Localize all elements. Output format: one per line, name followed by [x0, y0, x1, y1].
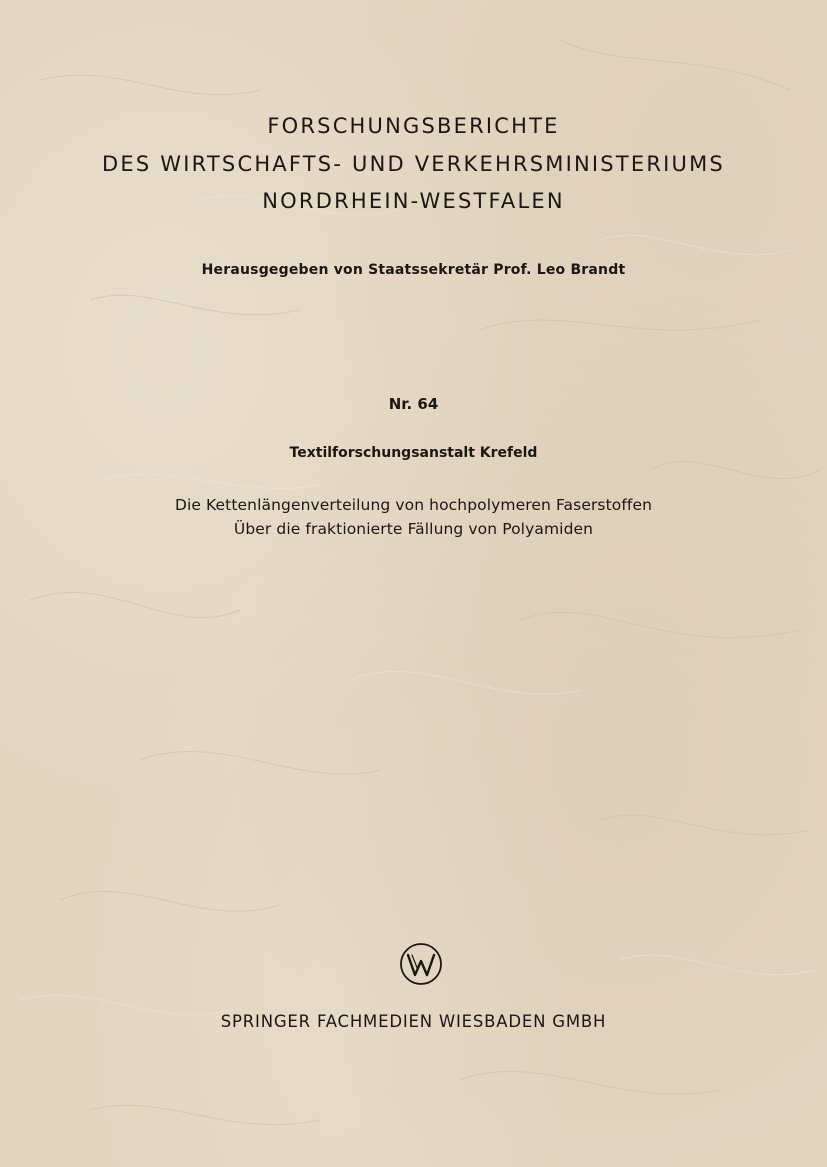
- publisher-name: SPRINGER FACHMEDIEN WIESBADEN GMBH: [220, 1012, 607, 1031]
- issue-number: Nr. 64: [388, 395, 439, 413]
- work-title-line-2: Über die fraktionierte Fällung von Polyamiden: [233, 520, 594, 538]
- work-title-line-1: Die Kettenlängenverteilung von hochpolymeren Faserstoffen: [174, 496, 653, 514]
- series-title-line-3: NORDRHEIN-WESTFALEN: [262, 189, 565, 213]
- editor-credit: Herausgegeben von Staatssekretär Prof. Leo Brandt: [201, 262, 626, 278]
- series-title-line-2: DES WIRTSCHAFTS- UND VERKEHRSMINISTERIUMS: [102, 152, 725, 176]
- institute-name: Textilforschungsanstalt Krefeld: [289, 445, 538, 461]
- publisher-logo: [399, 942, 443, 986]
- series-title-line-1: FORSCHUNGSBERICHTE: [267, 114, 560, 138]
